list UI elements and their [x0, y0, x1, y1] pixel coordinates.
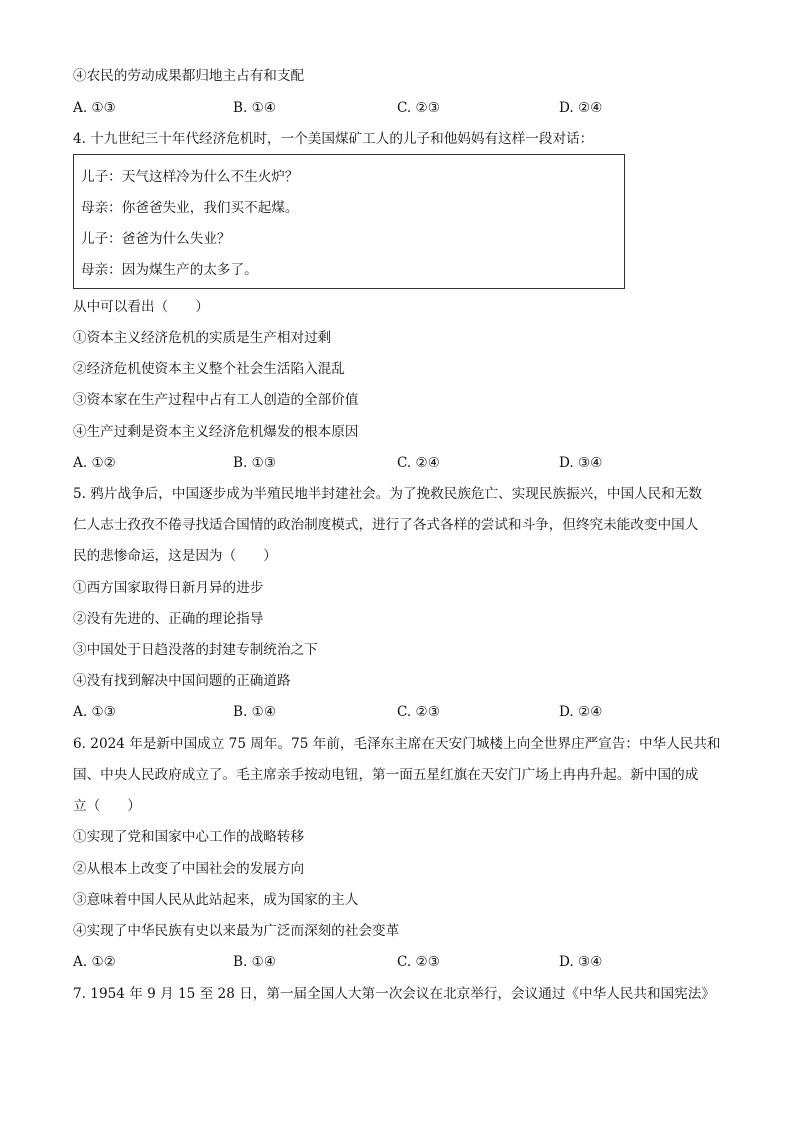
q5-stem-2: 仁人志士孜孜不倦寻找适合国情的政治制度模式，进行了各式各样的尝试和斗争，但终究未能改变中国人 — [73, 517, 699, 533]
q5-item-2: ②没有先进的、正确的理论指导 — [73, 611, 264, 627]
q3-option-d: D. ②④ — [559, 100, 603, 116]
q5-options — [73, 703, 633, 721]
q6-stem-3: 立（ ） — [73, 798, 141, 814]
q4-tail: 从中可以看出（ ） — [73, 299, 209, 315]
q5-option-c: C. ②③ — [397, 704, 440, 720]
q5-item-1: ①西方国家取得日新月异的进步 — [73, 580, 264, 596]
q4-stem: 4. 十九世纪三十年代经济危机时，一个美国煤矿工人的儿子和他妈妈有这样一段对话： — [73, 131, 594, 147]
q3-option-a: A. ①③ — [73, 100, 116, 116]
q4-dialog-box — [73, 154, 625, 289]
q5-option-d: D. ②④ — [559, 704, 603, 720]
dialog-line: 母亲：你爸爸失业，我们买不起煤。 — [81, 200, 299, 216]
q5-stem-3: 民的悲惨命运，这是因为（ ） — [73, 548, 277, 564]
q4-option-a: A. ①② — [73, 455, 116, 471]
q3-options — [73, 99, 633, 117]
dialog-line: 母亲：因为煤生产的太多了。 — [81, 262, 258, 278]
q4-options — [73, 454, 633, 472]
dialog-line: 儿子：爸爸为什么失业？ — [81, 231, 231, 247]
q6-item-4: ④实现了中华民族有史以来最为广泛而深刻的社会变革 — [73, 923, 400, 939]
q4-option-c: C. ②④ — [397, 455, 440, 471]
q6-option-a: A. ①② — [73, 954, 116, 970]
q4-item-3: ③资本家在生产过程中占有工人创造的全部价值 — [73, 392, 359, 408]
q5-item-4: ④没有找到解决中国问题的正确道路 — [73, 673, 291, 689]
q7-stem-1: 7. 1954 年 9 月 15 至 28 日，第一届全国人大第一次会议在北京举行，会议通过《中华人民共和国宪法》 — [73, 986, 715, 1002]
q5-item-3: ③中国处于日趋没落的封建专制统治之下 — [73, 642, 318, 658]
q6-stem-1: 6. 2024 年是新中国成立 75 周年。75 年前，毛泽东主席在天安门城楼上向全世界庄严宣告：中华人民共和 — [73, 736, 721, 752]
q3-item-4: ④农民的劳动成果都归地主占有和支配 — [73, 68, 305, 84]
q6-item-1: ①实现了党和国家中心工作的战略转移 — [73, 829, 305, 845]
q6-item-3: ③意味着中国人民从此站起来，成为国家的主人 — [73, 892, 359, 908]
q5-option-a: A. ①③ — [73, 704, 116, 720]
q3-option-b: B. ①④ — [233, 100, 277, 116]
q6-option-c: C. ②③ — [397, 954, 440, 970]
q6-stem-2: 国、中央人民政府成立了。毛主席亲手按动电钮，第一面五星红旗在天安门广场上冉冉升起。新中国的成 — [73, 767, 699, 783]
q6-option-d: D. ③④ — [559, 954, 603, 970]
q5-option-b: B. ①④ — [233, 704, 277, 720]
q5-stem-1: 5. 鸦片战争后，中国逐步成为半殖民地半封建社会。为了挽救民族危亡、实现民族振兴，中国人民和无数 — [73, 486, 703, 502]
q4-option-b: B. ①③ — [233, 455, 277, 471]
q4-option-d: D. ③④ — [559, 455, 603, 471]
dialog-line: 儿子：天气这样冷为什么不生火炉？ — [81, 169, 299, 185]
q3-option-c: C. ②③ — [397, 100, 440, 116]
q4-item-2: ②经济危机使资本主义整个社会生活陷入混乱 — [73, 361, 345, 377]
q6-item-2: ②从根本上改变了中国社会的发展方向 — [73, 861, 305, 877]
q4-item-1: ①资本主义经济危机的实质是生产相对过剩 — [73, 330, 332, 346]
q6-options — [73, 953, 633, 971]
q6-option-b: B. ①④ — [233, 954, 277, 970]
q4-item-4: ④生产过剩是资本主义经济危机爆发的根本原因 — [73, 424, 359, 440]
